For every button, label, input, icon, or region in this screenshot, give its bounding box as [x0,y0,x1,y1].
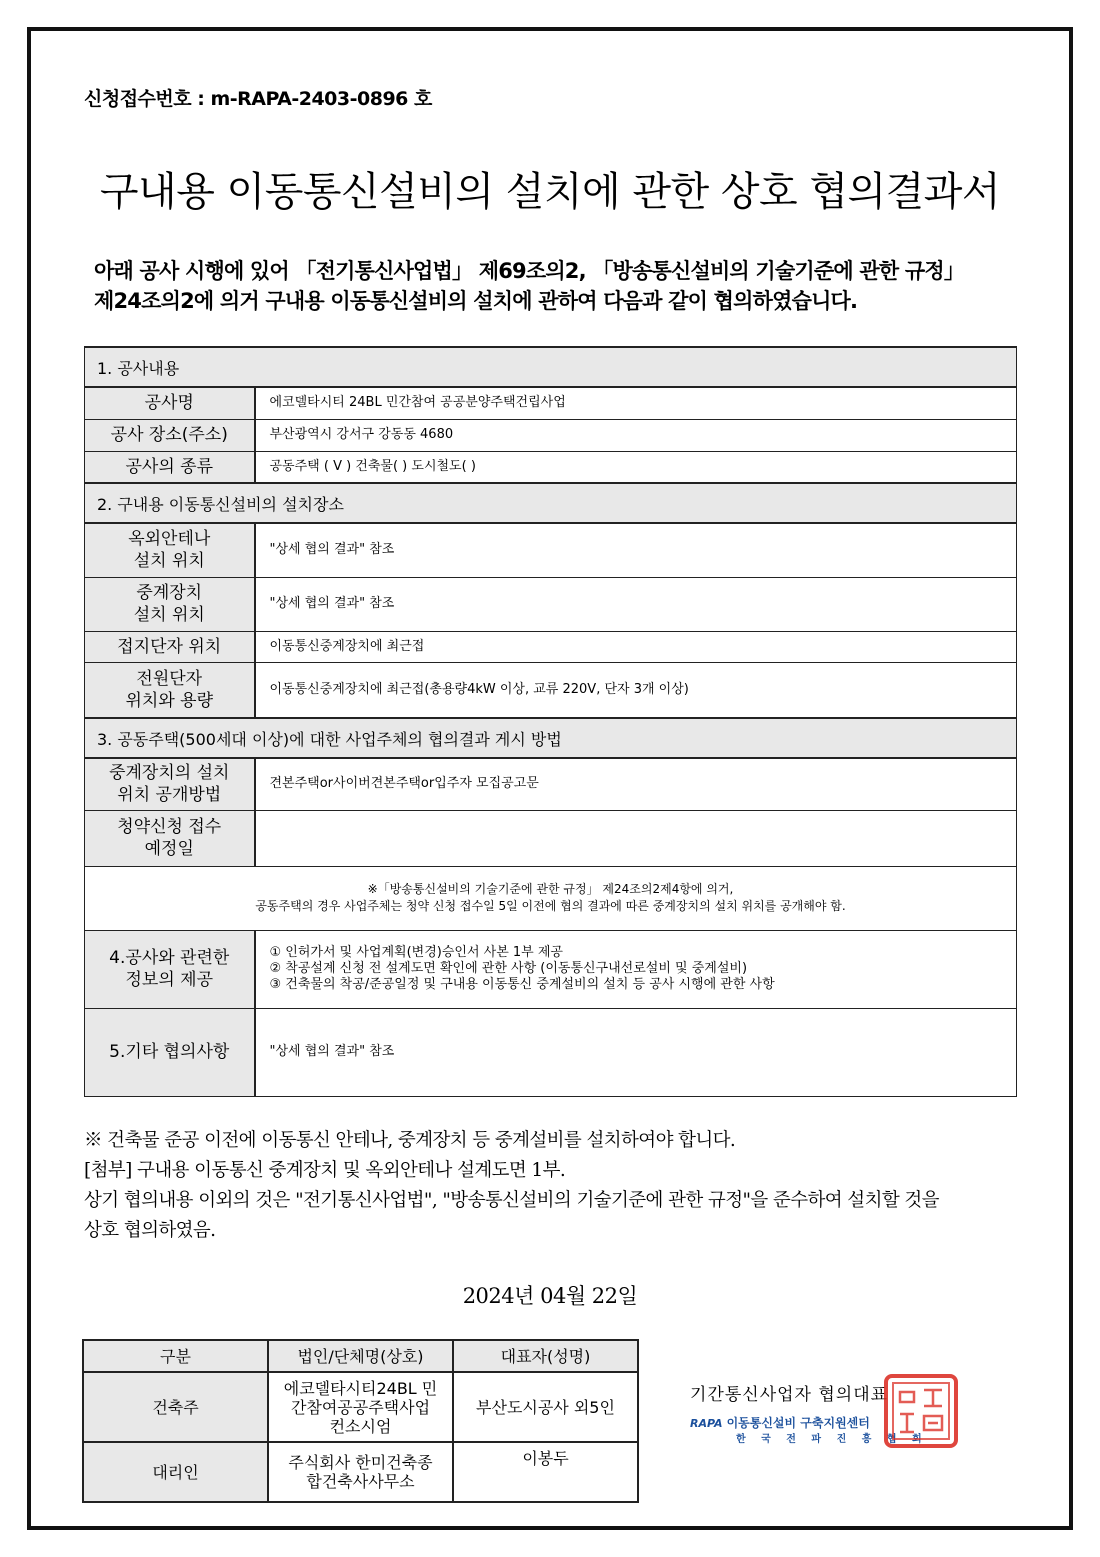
signature-table [82,1339,639,1503]
disclosure-method-value: 견본주택or사이버견본주택or입주자 모집공고문 [255,758,1017,810]
repeater-location-value: "상세 협의 결과" 참조 [255,577,1017,631]
subscription-date-value [255,810,1017,866]
construction-name-label: 공사명 [85,387,255,419]
label-line: 예정일 [144,839,194,859]
power-terminal-value: 이동통신중계장치에 최근접(총용량4kW 이상, 교류 220V, 단자 3개 이상) [255,662,1017,718]
label-line: 옥외안테나 [128,529,211,550]
label-line: 4.공사와 관련한 [109,948,230,968]
repeater-location-label [85,577,255,631]
footer-line-4: 상호 협의하였음. [84,1220,216,1241]
note-line-1: ※「방송통신설비의 기술기준에 관한 규정」 제24조의2제4항에 의거, [367,882,734,896]
disclosure-method-label [85,758,255,810]
list-item: ① 인허가서 및 사업계획(변경)승인서 사본 1부 제공 [269,945,563,960]
regulation-note [85,866,1017,930]
subscription-date-label [85,810,255,866]
label-line: 중계장치의 설치 [109,763,230,784]
section-1-header: 1. 공사내용 [85,347,1017,387]
footer-line-2: [첨부] 구내용 이동통신 중계장치 및 옥외안테나 설계도면 1부. [84,1160,566,1181]
official-seal-icon [884,1374,958,1448]
document-date: 2024년 04월 22일 [462,1284,638,1308]
construction-type-value: 공동주택 ( V ) 건축물( ) 도시철도( ) [255,451,1017,483]
owner-representative: 부산도시공사 외5인 [453,1372,638,1442]
name-line: 간참여공공주택사업 [290,1397,431,1417]
name-line: 합건축사사무소 [306,1472,415,1491]
info-provision-list [255,930,1017,1008]
other-matters-value: "상세 협의 결과" 참조 [255,1008,1017,1096]
footer-line-3: 상기 협의내용 이외의 것은 "전기통신사업법", "방송통신설비의 기술기준에 관한 규정"을 준수하여 설치할 것을 [84,1190,939,1211]
note-line-2: 공동주택의 경우 사업주체는 청약 신청 접수일 5일 이전에 협의 결과에 따른 중계장치의 설치 위치를 공개해야 함. [255,899,846,913]
header-category: 구분 [83,1340,268,1372]
agent-representative: 이봉두 [453,1442,638,1502]
footer-line-1: ※ 건축물 준공 이전에 이동통신 안테나, 중계장치 등 중계설비를 설치하여야 합니다. [84,1130,736,1151]
section-3-header: 3. 공동주택(500세대 이상)에 대한 사업주체의 협의결과 게시 방법 [85,718,1017,758]
power-terminal-label [85,662,255,718]
intro-line-2: 제24조의2에 의거 구내용 이동통신설비의 설치에 관하여 다음과 같이 협의하였습니다. [94,289,858,313]
center-name: 이동통신설비 구축지원센터 [726,1416,870,1430]
label-line: 전원단자 [136,668,203,689]
label-line: 정보의 제공 [125,970,213,990]
construction-location-value: 부산광역시 강서구 강동동 4680 [255,419,1017,451]
header-company: 법인/단체명(상호) [268,1340,453,1372]
intro-line-1: 아래 공사 시행에 있어 「전기통신사업법」 제69조의2, 「방송통신설비의 기술기준에 관한 규정」 [94,259,965,283]
antenna-location-label [85,523,255,577]
agent-type: 대리인 [83,1442,268,1502]
application-number: 신청접수번호 : m-RAPA-2403-0896 호 [84,88,432,110]
organization-title: 기간통신사업자 협의대표 [690,1385,889,1405]
name-line: 컨소시엄 [329,1416,392,1436]
name-line: 에코델타시티24BL 민 [283,1378,438,1398]
footer-notes [84,1126,1024,1246]
label-line: 중계장치 [136,583,203,603]
antenna-location-value: "상세 협의 결과" 참조 [255,523,1017,577]
header-representative: 대표자(성명) [453,1340,638,1372]
label-line: 설치 위치 [133,605,205,625]
other-matters-label: 5.기타 협의사항 [85,1008,255,1096]
info-provision-label [85,930,255,1008]
association-name: 한 국 전 파 진 흥 협 회 [736,1434,928,1445]
owner-type: 건축주 [83,1372,268,1442]
label-line: 설치 위치 [133,551,205,572]
rapa-logo: RAPA [690,1417,723,1430]
agent-company [268,1442,453,1502]
construction-type-label: 공사의 종류 [85,451,255,483]
list-item: ② 착공설계 신청 전 설계도면 확인에 관한 사항 (이동통신구내선로설비 및 중계설비) [269,961,748,976]
intro-paragraph [94,256,1024,316]
construction-location-label: 공사 장소(주소) [85,419,255,451]
name-line: 주식회사 한미건축종 [288,1453,433,1472]
document-title: 구내용 이동통신설비의 설치에 관한 상호 협의결과서 [99,169,1001,215]
owner-company [268,1372,453,1442]
ground-terminal-value: 이동통신중계장치에 최근접 [255,631,1017,662]
list-item: ③ 건축물의 착공/준공일정 및 구내용 이동통신 중계설비의 설치 등 공사 시행에 관한 사항 [269,977,775,992]
construction-name-value: 에코델타시티 24BL 민간참여 공공분양주택건립사업 [255,387,1017,419]
section-2-header: 2. 구내용 이동통신설비의 설치장소 [85,483,1017,523]
label-line: 위치 공개방법 [117,785,222,806]
label-line: 청약신청 접수 [117,817,222,837]
label-line: 위치와 용량 [125,690,213,711]
consultation-table [84,346,1017,1097]
ground-terminal-label: 접지단자 위치 [85,631,255,662]
